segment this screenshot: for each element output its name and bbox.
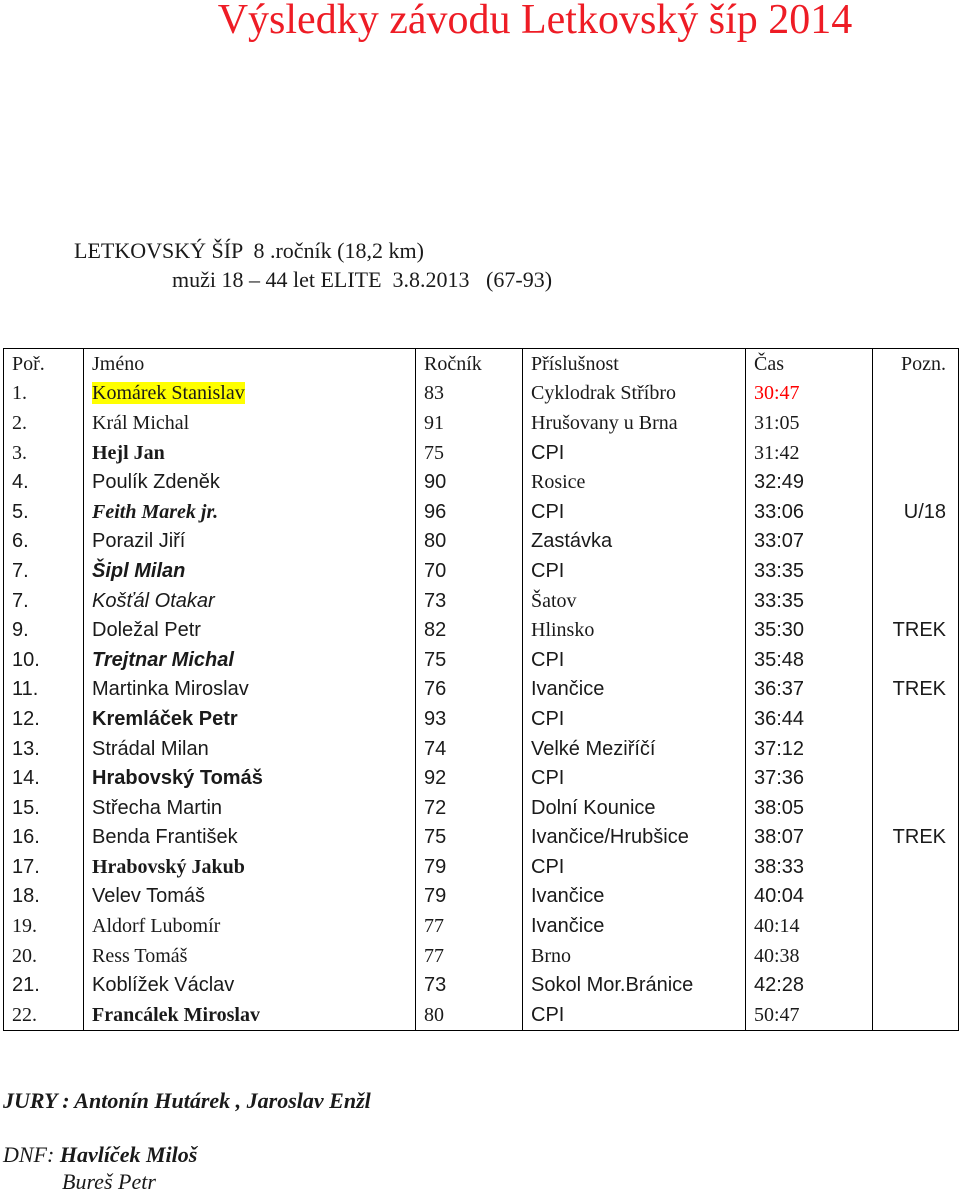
name-cell: Porazil Jiří xyxy=(84,527,416,557)
year-cell: 72 xyxy=(416,793,523,823)
year-cell: 83 xyxy=(416,379,523,409)
time-cell: 31:05 xyxy=(746,408,873,438)
header-club: Příslušnost xyxy=(523,349,746,379)
table-row xyxy=(4,467,959,497)
name-cell: Doležal Petr xyxy=(84,615,416,645)
year-cell: 73 xyxy=(416,970,523,1000)
club-cell: Sokol Mor.Bránice xyxy=(523,970,746,1000)
year-cell: 96 xyxy=(416,497,523,527)
club-cell: Cyklodrak Stříbro xyxy=(523,379,746,409)
club-cell: Ivančice xyxy=(523,882,746,912)
dnf-name: Havlíček Miloš xyxy=(59,1142,198,1167)
name-cell: Král Michal xyxy=(84,408,416,438)
club-cell: Ivančice/Hrubšice xyxy=(523,823,746,853)
club-cell: Brno xyxy=(523,941,746,971)
year-cell: 75 xyxy=(416,438,523,468)
rank-cell: 7. xyxy=(4,586,84,616)
table-row xyxy=(4,408,959,438)
note-cell: TREK xyxy=(873,823,959,853)
rank-cell: 3. xyxy=(4,438,84,468)
time-cell: 42:28 xyxy=(746,970,873,1000)
category-subtitle: muži 18 – 44 let ELITE 3.8.2013 (67-93) xyxy=(172,267,553,292)
header-year: Ročník xyxy=(416,349,523,379)
rank-cell: 11. xyxy=(4,675,84,705)
header-rank: Poř. xyxy=(4,349,84,379)
club-cell: CPI xyxy=(523,497,746,527)
name-cell: Martinka Miroslav xyxy=(84,675,416,705)
rank-cell: 20. xyxy=(4,941,84,971)
time-cell: 37:36 xyxy=(746,763,873,793)
name-cell: Hrabovský Jakub xyxy=(84,852,416,882)
time-cell: 40:14 xyxy=(746,911,873,941)
rank-cell: 10. xyxy=(4,645,84,675)
name-cell: Poulík Zdeněk xyxy=(84,467,416,497)
name-cell: Benda František xyxy=(84,823,416,853)
club-cell: Zastávka xyxy=(523,527,746,557)
year-cell: 74 xyxy=(416,734,523,764)
table-row xyxy=(4,734,959,764)
name-cell: Trejtnar Michal xyxy=(84,645,416,675)
note-cell xyxy=(873,556,959,586)
rank-cell: 19. xyxy=(4,911,84,941)
table-row xyxy=(4,1000,959,1030)
club-cell: Ivančice xyxy=(523,675,746,705)
table-row xyxy=(4,852,959,882)
dnf-line xyxy=(3,1141,197,1169)
time-cell: 38:05 xyxy=(746,793,873,823)
name-cell: Šipl Milan xyxy=(84,556,416,586)
document-title: Výsledky závodu Letkovský šíp 2014 xyxy=(217,0,853,43)
club-cell: CPI xyxy=(523,852,746,882)
year-cell: 77 xyxy=(416,941,523,971)
table-row xyxy=(4,556,959,586)
time-cell: 33:06 xyxy=(746,497,873,527)
rank-cell: 2. xyxy=(4,408,84,438)
dnf-label: DNF: xyxy=(3,1142,55,1167)
time-cell: 35:48 xyxy=(746,645,873,675)
name-cell: Koblížek Václav xyxy=(84,970,416,1000)
table-row xyxy=(4,438,959,468)
time-cell: 36:37 xyxy=(746,675,873,705)
note-cell xyxy=(873,882,959,912)
club-cell: CPI xyxy=(523,556,746,586)
jury-line: JURY : Antonín Hutárek , Jaroslav Enžl xyxy=(3,1088,371,1113)
header-note: Pozn. xyxy=(873,349,959,379)
name-cell: Feith Marek jr. xyxy=(84,497,416,527)
note-cell xyxy=(873,467,959,497)
time-cell: 35:30 xyxy=(746,615,873,645)
results-body xyxy=(4,349,959,1031)
rank-cell: 5. xyxy=(4,497,84,527)
time-cell: 38:33 xyxy=(746,852,873,882)
year-cell: 80 xyxy=(416,527,523,557)
winner-name-highlight: Komárek Stanislav xyxy=(92,382,245,405)
name-cell: Velev Tomáš xyxy=(84,882,416,912)
rank-cell: 4. xyxy=(4,467,84,497)
year-cell: 77 xyxy=(416,911,523,941)
note-cell xyxy=(873,527,959,557)
name-cell: Strádal Milan xyxy=(84,734,416,764)
table-row xyxy=(4,793,959,823)
name-cell: Kremláček Petr xyxy=(84,704,416,734)
note-cell xyxy=(873,704,959,734)
club-cell: Šatov xyxy=(523,586,746,616)
year-cell: 73 xyxy=(416,586,523,616)
name-cell: Francálek Miroslav xyxy=(84,1000,416,1030)
note-cell: TREK xyxy=(873,615,959,645)
club-cell: Rosice xyxy=(523,467,746,497)
year-cell: 93 xyxy=(416,704,523,734)
club-cell: Hrušovany u Brna xyxy=(523,408,746,438)
time-cell: 50:47 xyxy=(746,1000,873,1030)
table-row xyxy=(4,970,959,1000)
rank-cell: 16. xyxy=(4,823,84,853)
club-cell: Velké Meziříčí xyxy=(523,734,746,764)
note-cell xyxy=(873,941,959,971)
header-name: Jméno xyxy=(84,349,416,379)
table-row xyxy=(4,882,959,912)
header-time: Čas xyxy=(746,349,873,379)
year-cell: 90 xyxy=(416,467,523,497)
note-cell xyxy=(873,379,959,409)
year-cell: 79 xyxy=(416,882,523,912)
time-cell: 31:42 xyxy=(746,438,873,468)
table-row xyxy=(4,379,959,409)
note-cell xyxy=(873,911,959,941)
rank-cell: 9. xyxy=(4,615,84,645)
club-cell: Dolní Kounice xyxy=(523,793,746,823)
table-row xyxy=(4,586,959,616)
name-cell: Hrabovský Tomáš xyxy=(84,763,416,793)
time-cell: 37:12 xyxy=(746,734,873,764)
rank-cell: 12. xyxy=(4,704,84,734)
table-row xyxy=(4,675,959,705)
race-subtitle: LETKOVSKÝ ŠÍP 8 .ročník (18,2 km) xyxy=(74,238,424,263)
note-cell xyxy=(873,408,959,438)
year-cell: 82 xyxy=(416,615,523,645)
table-row xyxy=(4,823,959,853)
name-cell: Střecha Martin xyxy=(84,793,416,823)
rank-cell: 18. xyxy=(4,882,84,912)
year-cell: 75 xyxy=(416,823,523,853)
note-cell xyxy=(873,438,959,468)
note-cell xyxy=(873,734,959,764)
note-cell xyxy=(873,852,959,882)
dnf-name: Bureš Petr xyxy=(62,1169,156,1194)
club-cell: Ivančice xyxy=(523,911,746,941)
rank-cell: 7. xyxy=(4,556,84,586)
table-row xyxy=(4,763,959,793)
name-cell: Hejl Jan xyxy=(84,438,416,468)
time-cell: 33:07 xyxy=(746,527,873,557)
rank-cell: 1. xyxy=(4,379,84,409)
rank-cell: 14. xyxy=(4,763,84,793)
table-row xyxy=(4,941,959,971)
year-cell: 92 xyxy=(416,763,523,793)
table-row xyxy=(4,615,959,645)
club-cell: CPI xyxy=(523,1000,746,1030)
year-cell: 91 xyxy=(416,408,523,438)
year-cell: 70 xyxy=(416,556,523,586)
time-cell: 38:07 xyxy=(746,823,873,853)
table-row xyxy=(4,911,959,941)
rank-cell: 21. xyxy=(4,970,84,1000)
time-cell: 32:49 xyxy=(746,467,873,497)
rank-cell: 17. xyxy=(4,852,84,882)
year-cell: 80 xyxy=(416,1000,523,1030)
club-cell: CPI xyxy=(523,763,746,793)
note-cell xyxy=(873,970,959,1000)
rank-cell: 13. xyxy=(4,734,84,764)
note-cell xyxy=(873,763,959,793)
time-cell: 33:35 xyxy=(746,586,873,616)
name-cell xyxy=(84,379,416,409)
club-cell: CPI xyxy=(523,704,746,734)
rank-cell: 6. xyxy=(4,527,84,557)
time-cell: 36:44 xyxy=(746,704,873,734)
time-cell: 40:38 xyxy=(746,941,873,971)
note-cell: TREK xyxy=(873,675,959,705)
results-table xyxy=(3,348,959,1031)
name-cell: Aldorf Lubomír xyxy=(84,911,416,941)
club-cell: CPI xyxy=(523,438,746,468)
note-cell: U/18 xyxy=(873,497,959,527)
note-cell xyxy=(873,586,959,616)
table-row xyxy=(4,704,959,734)
year-cell: 75 xyxy=(416,645,523,675)
time-cell: 30:47 xyxy=(746,379,873,409)
rank-cell: 22. xyxy=(4,1000,84,1030)
name-cell: Ress Tomáš xyxy=(84,941,416,971)
year-cell: 76 xyxy=(416,675,523,705)
table-row xyxy=(4,645,959,675)
note-cell xyxy=(873,1000,959,1030)
name-cell: Košťál Otakar xyxy=(84,586,416,616)
note-cell xyxy=(873,793,959,823)
club-cell: Hlinsko xyxy=(523,615,746,645)
table-row xyxy=(4,527,959,557)
time-cell: 33:35 xyxy=(746,556,873,586)
year-cell: 79 xyxy=(416,852,523,882)
note-cell xyxy=(873,645,959,675)
table-row xyxy=(4,497,959,527)
table-header-row xyxy=(4,349,959,379)
rank-cell: 15. xyxy=(4,793,84,823)
club-cell: CPI xyxy=(523,645,746,675)
time-cell: 40:04 xyxy=(746,882,873,912)
